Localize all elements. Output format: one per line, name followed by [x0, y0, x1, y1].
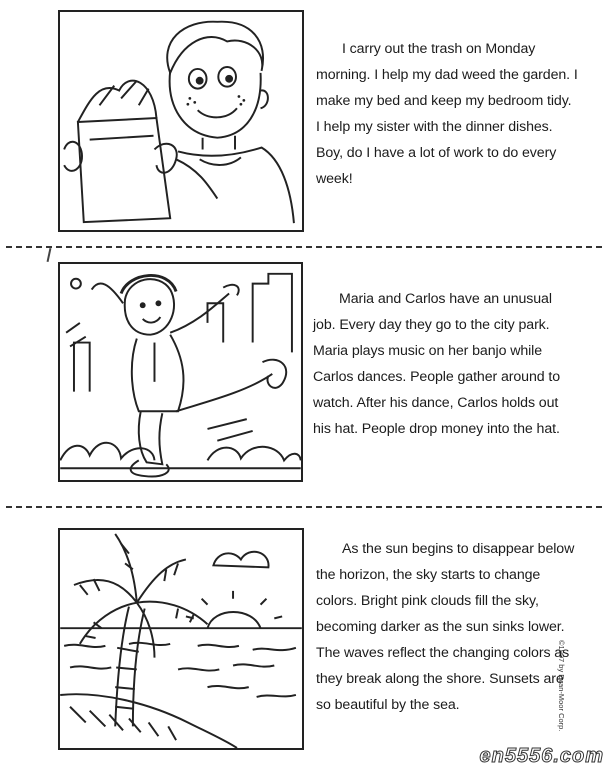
- story-section-1: [0, 0, 610, 240]
- site-watermark: en5556.com: [479, 745, 604, 767]
- boy-dancing-in-park-drawing: [60, 264, 301, 480]
- story-text-2: Maria and Carlos have an unusual job. Every day they go to the city park. Maria plays music on her banjo while Carlos dances. People gather around to watch. After his dance, Carlos holds out his hat. People drop money into the hat.: [313, 291, 561, 437]
- cut-line-1: [6, 246, 602, 248]
- illustration-boy-trash: [58, 10, 304, 232]
- illustration-palm-sunset: [58, 528, 304, 750]
- story-text-3: As the sun begins to disappear below the horizon, the sky starts to change colors. Bright pink clouds fill the sky, becoming darker as the sun sinks lower. The waves reflect the changing colors as they break along the shore. Sunsets are so beautiful by the sea.: [316, 541, 575, 713]
- story-section-3: [0, 512, 610, 770]
- story-text-1: I carry out the trash on Monday morning. I help my dad weed the garden. I make my bed and keep my bedroom tidy. I help my sister with the dinner dishes. Boy, do I have a lot of work to do every week!: [316, 41, 578, 187]
- palm-tree-sunset-drawing: [60, 530, 302, 748]
- illustration-dancing-boy: [58, 262, 303, 482]
- copyright-notice: ©1997 by Evan-Moor Corp.: [557, 640, 566, 732]
- story-section-2: [0, 252, 610, 500]
- boy-with-trash-bag-drawing: [60, 12, 302, 230]
- cut-line-2: [6, 506, 602, 508]
